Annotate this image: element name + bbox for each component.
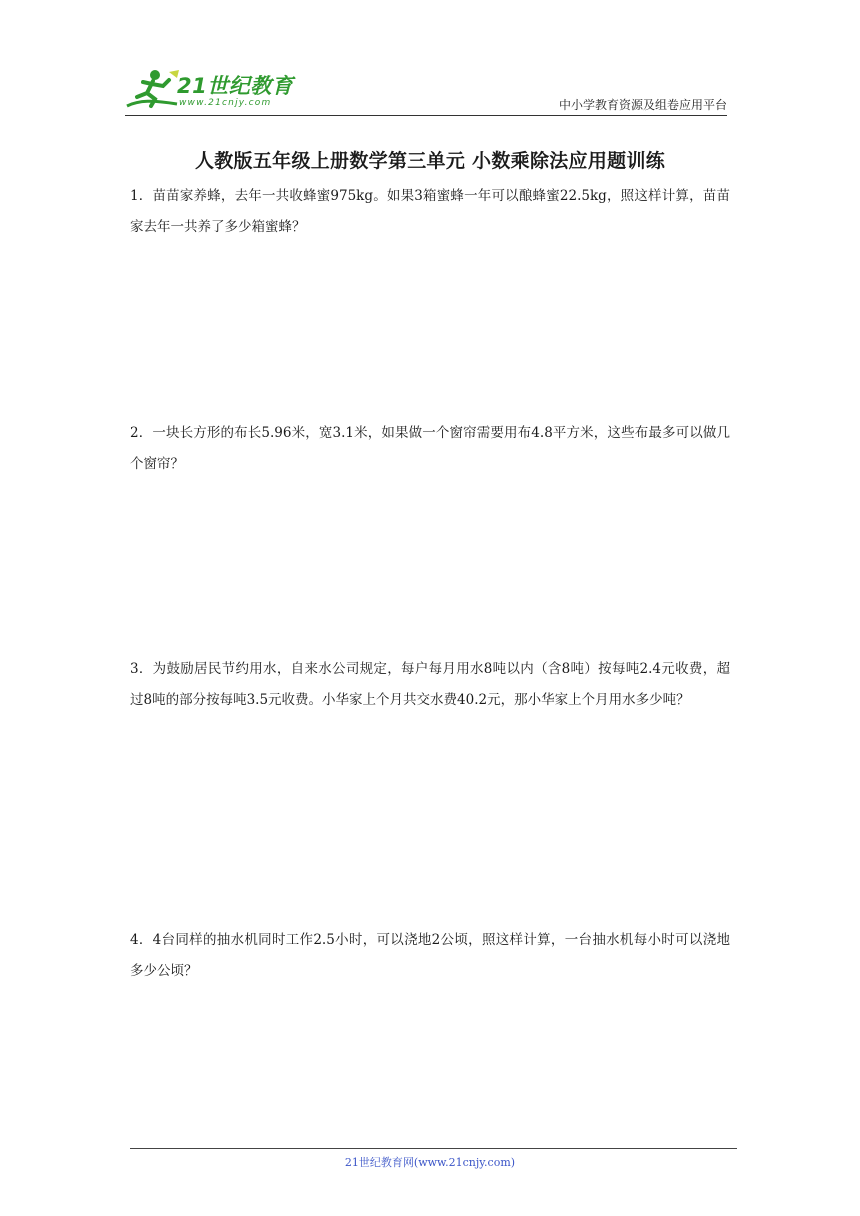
question-2: [130, 418, 730, 480]
runner-logo-icon: [125, 66, 181, 112]
brand-logo: [125, 66, 295, 112]
question-text: 2．一块长方形的布长5.96米，宽3.1米，如果做一个窗帘需要用布4.8平方米，这些布最多可以做几个窗帘？: [130, 425, 730, 472]
page-header: [125, 66, 727, 116]
question-text: 3．为鼓励居民节约用水，自来水公司规定，每户每月用水8吨以内（含8吨）按每吨2.4元收费，超过8吨的部分按每吨3.5元收费。小华家上个月共交水费40.2元，那小华家上个月用水多少吨？: [130, 661, 730, 708]
question-3: [130, 654, 730, 716]
question-text: 4．4台同样的抽水机同时工作2.5小时，可以浇地2公顷，照这样计算，一台抽水机每小时可以浇地多少公顷？: [130, 932, 730, 979]
question-text: 1．苗苗家养蜂，去年一共收蜂蜜975kg。如果3箱蜜蜂一年可以酿蜂蜜22.5kg，照这样计算，苗苗家去年一共养了多少箱蜜蜂？: [130, 188, 730, 235]
question-1: [130, 181, 730, 243]
brand-name: 21世纪教育: [177, 74, 294, 98]
page-title: 人教版五年级上册数学第三单元 小数乘除法应用题训练: [194, 150, 666, 172]
header-divider: [125, 115, 727, 116]
question-4: [130, 925, 730, 987]
brand-url: www.21cnjy.com: [179, 98, 272, 108]
platform-caption: 中小学教育资源及组卷应用平台: [558, 98, 727, 112]
footer-divider: [130, 1148, 737, 1149]
footer-link[interactable]: 21世纪教育网(www.21cnjy.com): [344, 1156, 516, 1169]
